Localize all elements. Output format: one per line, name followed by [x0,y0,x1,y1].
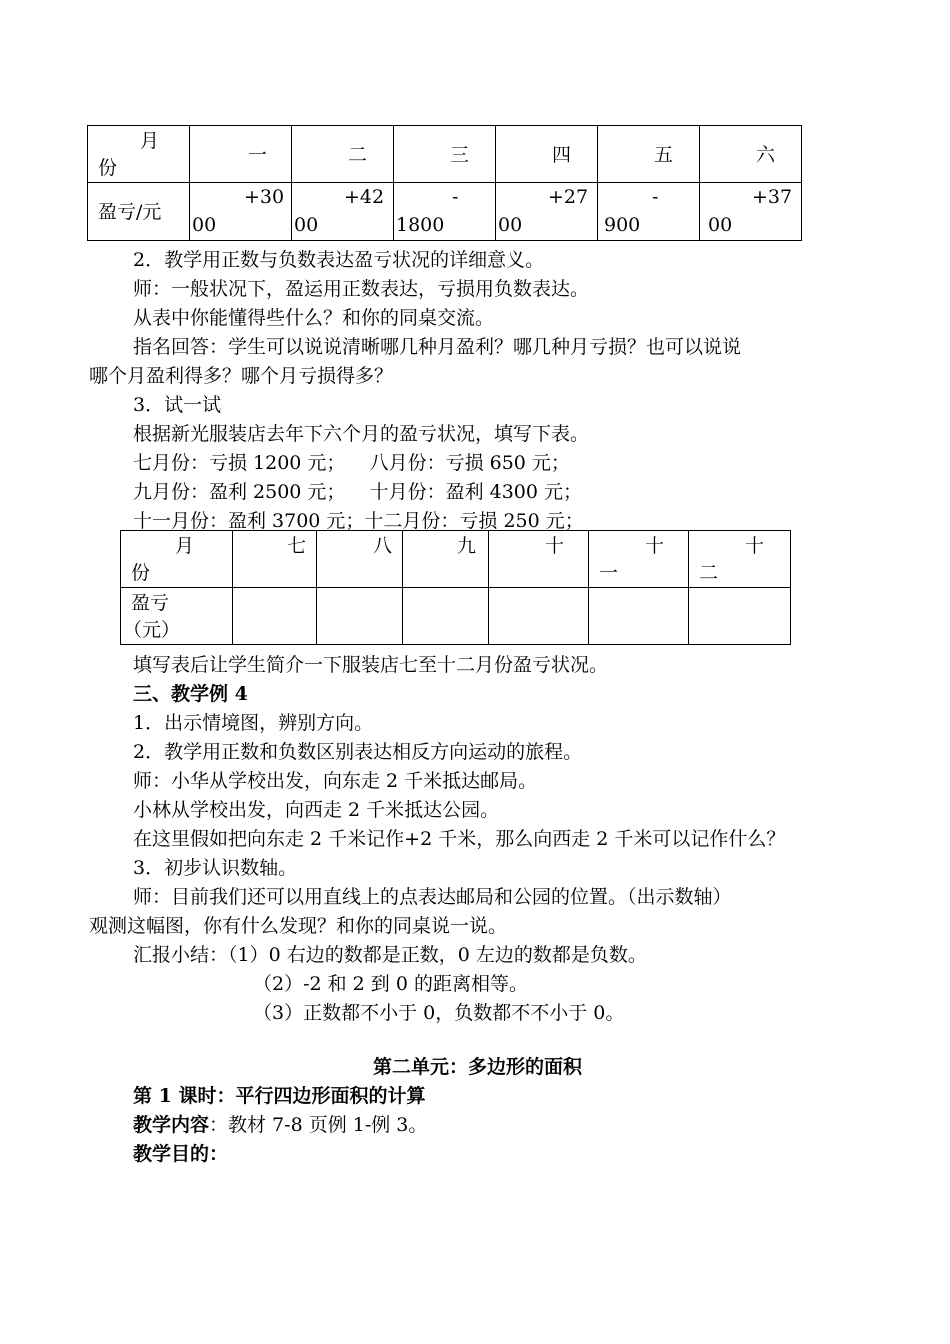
table2-row-label-bottom: （元） [123,619,181,641]
table2-month-cell [317,531,403,588]
table1-value-cell [190,183,292,241]
table1-value-bottom: 900 [604,214,641,236]
profit-loss-table-1 [87,125,802,241]
paragraph: 哪个月盈利得多？哪个月亏损得多？ [89,365,394,387]
table2-header-fen: 份 [131,562,151,584]
table1-month: 六 [756,144,776,166]
table1-month-cell [496,126,598,183]
table2-month-bottom: 二 [699,562,719,584]
table2-month-top: 十 [745,535,765,557]
paragraph: 2．教学用正数与负数表达盈亏状况的详细意义。 [133,249,545,271]
paragraph: 汇报小结：（1）0 右边的数都是正数，0 左边的数都是负数。 [133,944,647,966]
table2-empty-cell[interactable] [689,588,791,645]
table2-empty-cell[interactable] [233,588,317,645]
table2-month-top: 十 [645,535,665,557]
paragraph: 师：一般状况下，盈运用正数表达，亏损用负数表达。 [133,278,590,300]
table1-value-cell [394,183,496,241]
paragraph: 九月份：盈利 2500 元； 十月份：盈利 4300 元； [133,481,583,503]
table1-value-bottom: 00 [192,214,217,236]
paragraph: （3）正数都不小于 0，负数都不不小于 0。 [253,1002,625,1024]
table1-month-cell [700,126,802,183]
table1-value-top: +42 [344,186,385,208]
paragraph: 在这里假如把向东走 2 千米记作+2 千米，那么向西走 2 千米可以记作什么？ [133,828,786,850]
paragraph: 从表中你能懂得些什么？和你的同桌交流。 [133,307,495,329]
unit-title: 第二单元：多边形的面积 [373,1056,583,1078]
paragraph: 师：目前我们还可以用直线上的点表达邮局和公园的位置。（出示数轴） [133,886,732,908]
paragraph: 1．出示情境图，辨别方向。 [133,712,374,734]
paragraph: 观测这幅图，你有什么发现？和你的同桌说一说。 [89,915,508,937]
table1-header-month: 月 [140,130,160,152]
table1-row-label: 盈亏/元 [98,201,162,223]
table1-header-cell [88,126,190,183]
paragraph: 指名回答：学生可以说说清晰哪几种月盈利？哪几种月亏损？也可以说说 [133,336,742,358]
table1-header-fen: 份 [98,157,118,179]
table1-month: 三 [450,144,470,166]
table2-header-month: 月 [175,535,195,557]
table2-row-label-cell [121,588,233,645]
paragraph: 3．初步认识数轴。 [133,857,298,879]
teaching-content-text: ：教材 7-8 页例 1-例 3。 [209,1114,428,1136]
table2-empty-cell[interactable] [403,588,489,645]
table1-month: 五 [654,144,674,166]
table2-month-cell [689,531,791,588]
table2-empty-cell[interactable] [589,588,689,645]
teaching-content-label: 教学内容 [133,1114,210,1136]
table1-month-cell [292,126,394,183]
table1-value-bottom: 00 [498,214,523,236]
table1-value-top: +27 [548,186,589,208]
teaching-content [133,1110,427,1137]
table1-month-cell [190,126,292,183]
table1-value-top: +30 [244,186,285,208]
table2-month-cell [589,531,689,588]
teaching-goal-label: 教学目的： [133,1143,229,1165]
table1-value-top: - [452,186,459,208]
profit-loss-table-2 [120,530,791,645]
paragraph: 填写表后让学生简介一下服装店七至十二月份盈亏状况。 [133,654,609,676]
paragraph: 3．试一试 [133,394,222,416]
table1-value-top: +37 [752,186,793,208]
table2-month-cell [403,531,489,588]
table1-value-cell [598,183,700,241]
table1-month-cell [394,126,496,183]
table2-month-cell [233,531,317,588]
paragraph: 小林从学校出发，向西走 2 千米抵达公园。 [133,799,500,821]
table1-month-cell [598,126,700,183]
table2-month-top: 七 [287,535,307,557]
table2-month-top: 九 [457,535,477,557]
table1-value-top: - [652,186,659,208]
lesson-title: 第 1 课时：平行四边形面积的计算 [133,1085,426,1107]
table1-month: 二 [348,144,368,166]
table1-month: 一 [248,144,268,166]
table2-empty-cell[interactable] [489,588,589,645]
paragraph: 七月份：亏损 1200 元； 八月份：亏损 650 元； [133,452,570,474]
table2-month-bottom: 一 [599,562,619,584]
paragraph: 根据新光服装店去年下六个月的盈亏状况，填写下表。 [133,423,590,445]
table1-row-label-cell [88,183,190,241]
table1-value-cell [700,183,802,241]
table2-month-top: 八 [373,535,393,557]
section-heading: 三、教学例 4 [133,683,248,705]
table2-header-cell [121,531,233,588]
table2-month-cell [489,531,589,588]
paragraph: 2．教学用正数和负数区别表达相反方向运动的旅程。 [133,741,583,763]
table1-value-cell [292,183,394,241]
table1-value-bottom: 1800 [396,214,445,236]
table2-month-top: 十 [545,535,565,557]
table1-value-bottom: 00 [294,214,319,236]
paragraph: 十一月份：盈利 3700 元；十二月份：亏损 250 元； [133,510,584,532]
table2-row-label-top: 盈亏 [131,592,170,614]
table2-empty-cell[interactable] [317,588,403,645]
paragraph: 师：小华从学校出发，向东走 2 千米抵达邮局。 [133,770,538,792]
table1-value-bottom: 00 [708,214,733,236]
paragraph: （2）-2 和 2 到 0 的距离相等。 [253,973,528,995]
table1-month: 四 [552,144,572,166]
table1-value-cell [496,183,598,241]
